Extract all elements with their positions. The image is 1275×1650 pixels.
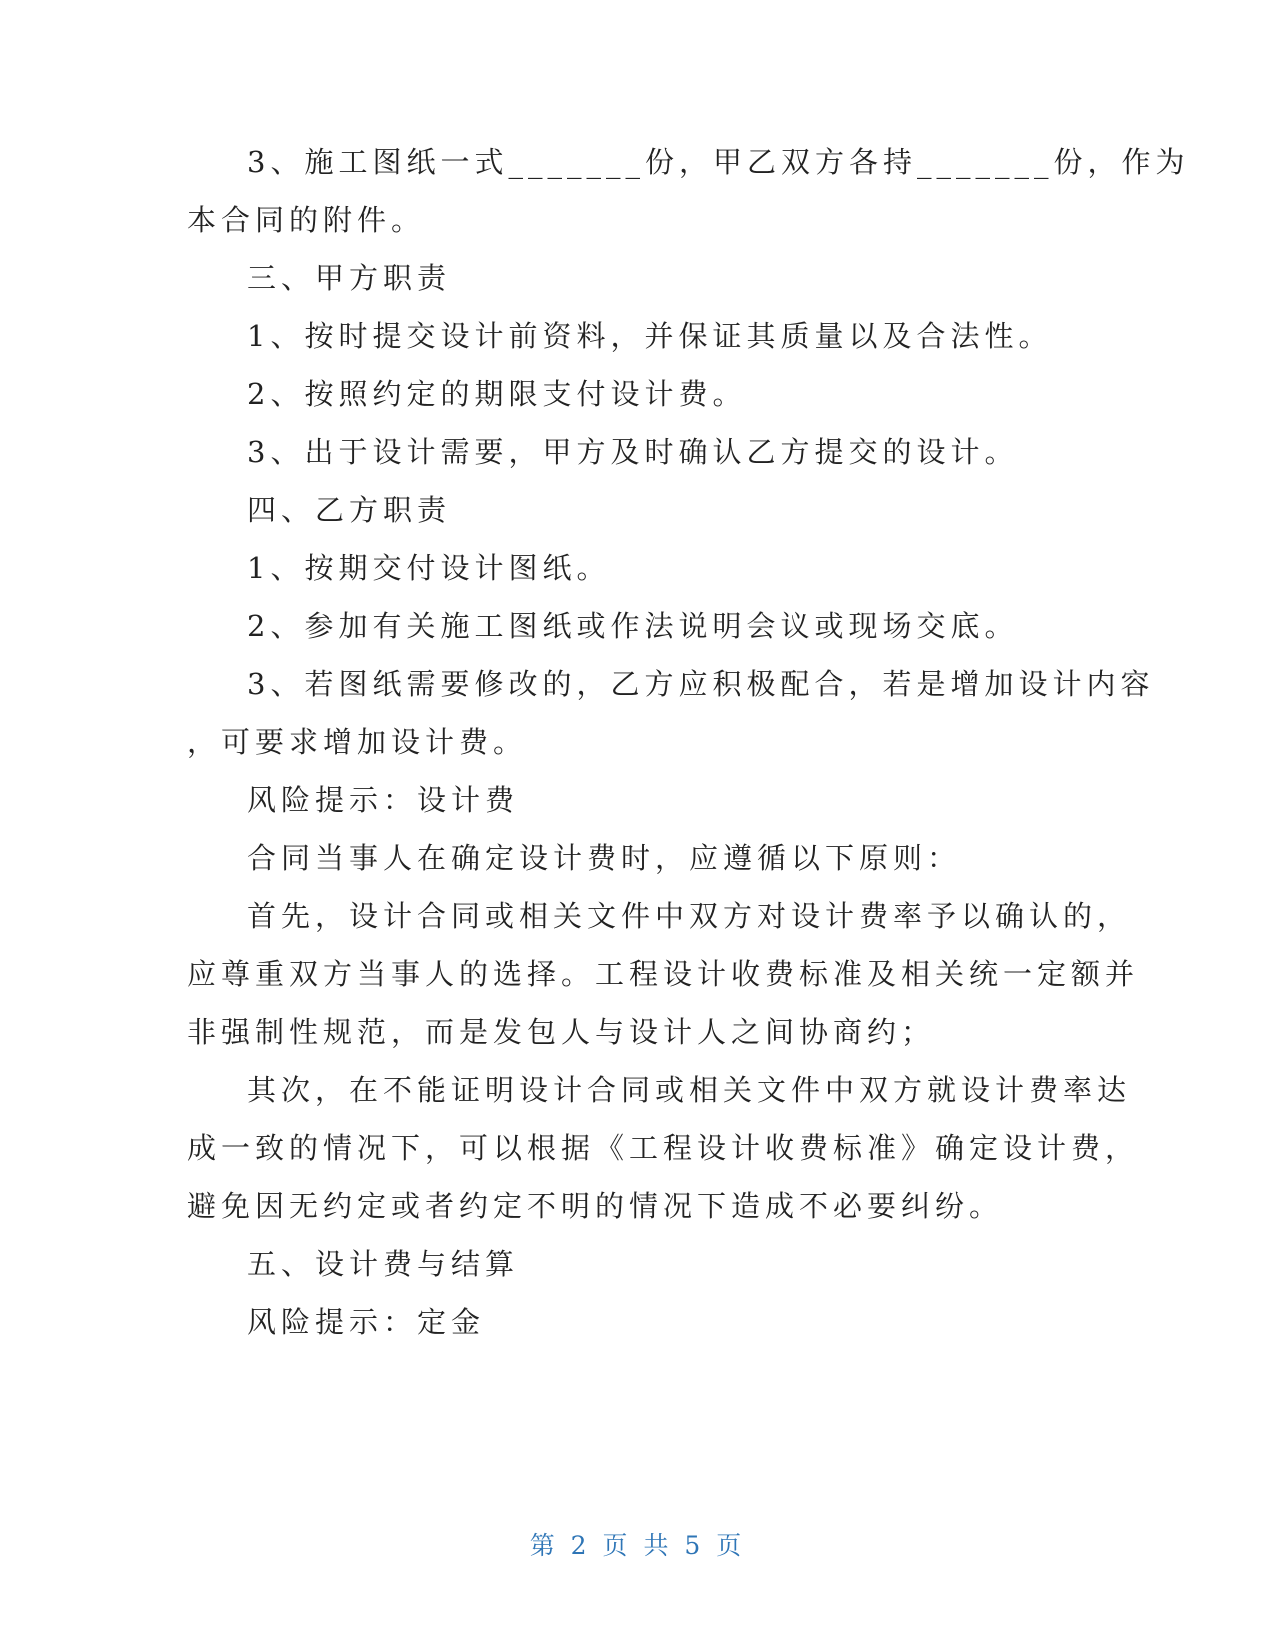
paragraph-line: 2、按照约定的期限支付设计费。: [247, 377, 747, 411]
paragraph-line: 成一致的情况下，可以根据《工程设计收费标准》确定设计费，: [187, 1131, 1140, 1165]
paragraph-line: 合同当事人在确定设计费时，应遵循以下原则：: [247, 841, 962, 875]
risk-note-heading: 风险提示：设计费: [247, 783, 520, 817]
paragraph-line: 其次，在不能证明设计合同或相关文件中双方就设计费率达: [247, 1073, 1132, 1107]
risk-note-heading: 风险提示：定金: [247, 1305, 486, 1339]
paragraph-line: 首先，设计合同或相关文件中双方对设计费率予以确认的，: [247, 899, 1132, 933]
paragraph-line: 应尊重双方当事人的选择。工程设计收费标准及相关统一定额并: [187, 957, 1140, 991]
paragraph-line: 1、按期交付设计图纸。: [247, 551, 611, 585]
paragraph-line: 避免因无约定或者约定不明的情况下造成不必要纠纷。: [187, 1189, 1004, 1223]
paragraph-line: 2、参加有关施工图纸或作法说明会议或现场交底。: [247, 609, 1019, 643]
paragraph-line: ，可要求增加设计费。: [187, 725, 528, 759]
paragraph-line: 1、按时提交设计前资料，并保证其质量以及合法性。: [247, 319, 1053, 353]
paragraph-line: 3、出于设计需要，甲方及时确认乙方提交的设计。: [247, 435, 1019, 469]
page-number-footer: 第 2 页 共 5 页: [529, 1531, 746, 1560]
paragraph-line: 3、施工图纸一式_______份，甲乙双方各持_______份，作为: [247, 145, 1190, 179]
section-heading: 五、设计费与结算: [247, 1247, 520, 1281]
section-heading: 四、乙方职责: [247, 493, 452, 527]
paragraph-line: 3、若图纸需要修改的，乙方应积极配合，若是增加设计内容: [247, 667, 1155, 701]
paragraph-line: 本合同的附件。: [187, 203, 426, 237]
paragraph-line: 非强制性规范，而是发包人与设计人之间协商约；: [187, 1015, 936, 1049]
section-heading: 三、甲方职责: [247, 261, 452, 295]
